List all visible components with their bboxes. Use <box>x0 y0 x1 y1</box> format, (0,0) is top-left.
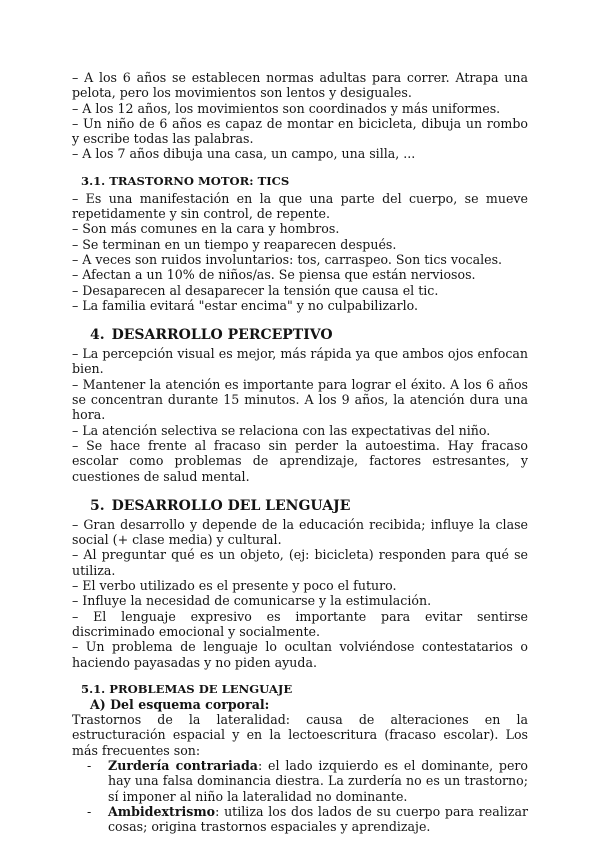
paragraph-line: – A los 12 años, los movimientos son coordinados y más uniformes. <box>72 100 501 116</box>
list-item <box>72 804 528 835</box>
list-item <box>72 758 528 804</box>
paragraph: Trastornos de la lateralidad: causa de alteraciones en la estructuración espacial y en la lectoescritura (fracaso escolar). Los más frecuentes son: <box>72 712 528 758</box>
paragraph-line: – Influye la necesidad de comunicarse y la estimulación. <box>72 593 432 609</box>
section-heading <box>90 498 528 515</box>
subsection-heading: A) Del esquema corporal: <box>90 696 270 712</box>
section-5 <box>72 498 528 670</box>
paragraph-line: – Se hace frente al fracaso sin perder la autoestima. Hay fracaso escolar como problemas de aprendizaje, factores estresantes, y cuestiones de salud mental. <box>72 437 528 484</box>
paragraph-line: – Desaparecen al desaparecer la tensión que causa el tic. <box>72 282 439 298</box>
bullet-dash: - <box>87 803 92 819</box>
paragraph-line: – Un problema de lenguaje lo ocultan volviéndose contestatarios o haciendo payasadas y no piden ayuda. <box>72 639 528 670</box>
section-4 <box>72 327 528 484</box>
bullet-text: : utiliza los dos lados de su cuerpo para realizar cosas; origina trastornos espaciales y aprendizaje. <box>108 803 528 835</box>
section-heading: 3.1. TRASTORNO MOTOR: TICS <box>81 173 290 188</box>
paragraph-line: – La percepción visual es mejor, más rápida ya que ambos ojos enfocan bien. <box>72 346 528 377</box>
section-heading: 5.1. PROBLEMAS DE LENGUAJE <box>81 681 293 696</box>
intro-block <box>72 70 528 162</box>
bullet-term: Ambidextrismo <box>108 803 216 819</box>
bullet-text: : el lado izquierdo es el dominante, pero hay una falsa dominancia diestra. La zurdería no es un trastorno; sí imponer al niño la lateralidad no dominante. <box>108 757 529 804</box>
paragraph-line: – La atención selectiva se relaciona con las expectativas del niño. <box>72 422 491 438</box>
bullet-list <box>72 758 528 834</box>
paragraph-line: – Al preguntar qué es un objeto, (ej: bicicleta) responden para qué se utiliza. <box>72 547 528 578</box>
paragraph-line: – El verbo utilizado es el presente y poco el futuro. <box>72 578 397 594</box>
paragraph-line: – El lenguaje expresivo es importante para evitar sentirse discriminado emocional y socialmente. <box>72 608 528 639</box>
bullet-dash: - <box>87 757 92 773</box>
section-title: DESARROLLO PERCEPTIVO <box>111 327 333 344</box>
paragraph-line: – Es una manifestación en la que una parte del cuerpo, se mueve repetidamente y sin control, de repente. <box>72 190 528 222</box>
paragraph-line: – Se terminan en un tiempo y reaparecen después. <box>72 236 397 252</box>
paragraph-line: – Son más comunes en la cara y hombros. <box>72 221 340 237</box>
paragraph-line: – La familia evitará "estar encima" y no culpabilizarlo. <box>72 297 419 313</box>
paragraph-line: – Un niño de 6 años es capaz de montar en bicicleta, dibuja un rombo y escribe todas las palabras. <box>72 115 528 147</box>
paragraph-line: – A los 6 años se establecen normas adultas para correr. Atrapa una pelota, pero los movimientos son lentos y desiguales. <box>72 70 528 101</box>
paragraph-line: – A los 7 años dibuja una casa, un campo, una silla, ... <box>72 146 416 162</box>
section-heading <box>90 327 528 344</box>
section-title: DESARROLLO DEL LENGUAJE <box>111 497 351 514</box>
section-number: 4. <box>90 327 105 344</box>
paragraph-line: – A veces son ruidos involuntarios: tos, carraspeo. Son tics vocales. <box>72 251 503 267</box>
section-3-1 <box>72 174 528 313</box>
section-5-1 <box>72 682 528 835</box>
bullet-term: Zurdería contrariada <box>108 757 258 773</box>
paragraph-line: – Gran desarrollo y depende de la educación recibida; influye la clase social (+ clase media) y cultural. <box>72 516 528 548</box>
paragraph-line: – Afectan a un 10% de niños/as. Se piensa que están nerviosos. <box>72 267 476 283</box>
paragraph-line: – Mantener la atención es importante para lograr el éxito. A los 6 años se concentran durante 15 minutos. A los 9 años, la atención dura una hora. <box>72 376 528 423</box>
section-number: 5. <box>90 497 105 514</box>
